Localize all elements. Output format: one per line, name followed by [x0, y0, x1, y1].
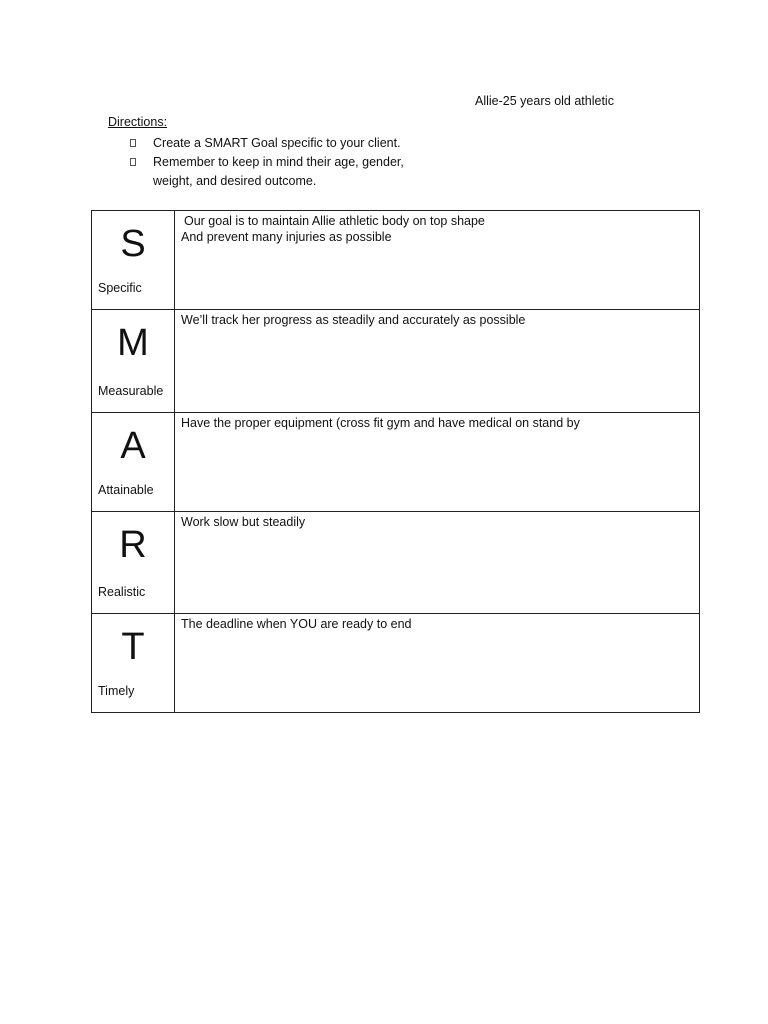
smart-letter: T [121, 626, 145, 668]
goal-line: The deadline when YOU are ready to end [181, 617, 412, 631]
client-description: Allie-25 years old athletic [475, 94, 614, 108]
goal-text [175, 614, 699, 632]
smart-label: Specific [98, 281, 142, 295]
letter-cell [92, 512, 175, 614]
smart-row-measurable [92, 310, 700, 413]
goal-cell [175, 310, 700, 413]
checkbox-bullet-icon [130, 158, 136, 166]
directions-list [130, 134, 430, 191]
directions-heading: Directions: [108, 115, 168, 129]
goal-cell [175, 614, 700, 713]
smart-letter: M [117, 322, 149, 364]
goal-line: And prevent many injuries as possible [181, 230, 392, 244]
letter-cell [92, 211, 175, 310]
goal-cell [175, 211, 700, 310]
directions-item [130, 134, 430, 153]
smart-letter: A [120, 425, 146, 467]
letter-cell [92, 614, 175, 713]
smart-letter: S [120, 223, 146, 265]
smart-row-specific [92, 211, 700, 310]
directions-item [130, 153, 430, 191]
smart-row-realistic [92, 512, 700, 614]
goal-cell [175, 512, 700, 614]
smart-row-attainable [92, 413, 700, 512]
goal-text [175, 211, 699, 245]
smart-letter: R [119, 524, 147, 566]
smart-goal-table [91, 210, 700, 713]
goal-text [175, 310, 699, 328]
goal-text [175, 512, 699, 530]
goal-line: We’ll track her progress as steadily and accurately as possible [181, 313, 526, 327]
goal-text [175, 413, 699, 431]
smart-row-timely [92, 614, 700, 713]
letter-cell [92, 310, 175, 413]
smart-label: Timely [98, 684, 135, 698]
goal-line: Work slow but steadily [181, 515, 306, 529]
smart-label: Attainable [98, 483, 154, 497]
goal-cell [175, 413, 700, 512]
smart-label: Realistic [98, 585, 146, 599]
checkbox-bullet-icon [130, 139, 136, 147]
directions-item-text: Remember to keep in mind their age, gender, weight, and desired outcome. [153, 155, 404, 188]
goal-line: Our goal is to maintain Allie athletic body on top shape [184, 214, 485, 228]
smart-label: Measurable [98, 384, 164, 398]
goal-line: Have the proper equipment (cross fit gym and have medical on stand by [181, 416, 580, 430]
letter-cell [92, 413, 175, 512]
directions-item-text: Create a SMART Goal specific to your client. [153, 136, 401, 150]
